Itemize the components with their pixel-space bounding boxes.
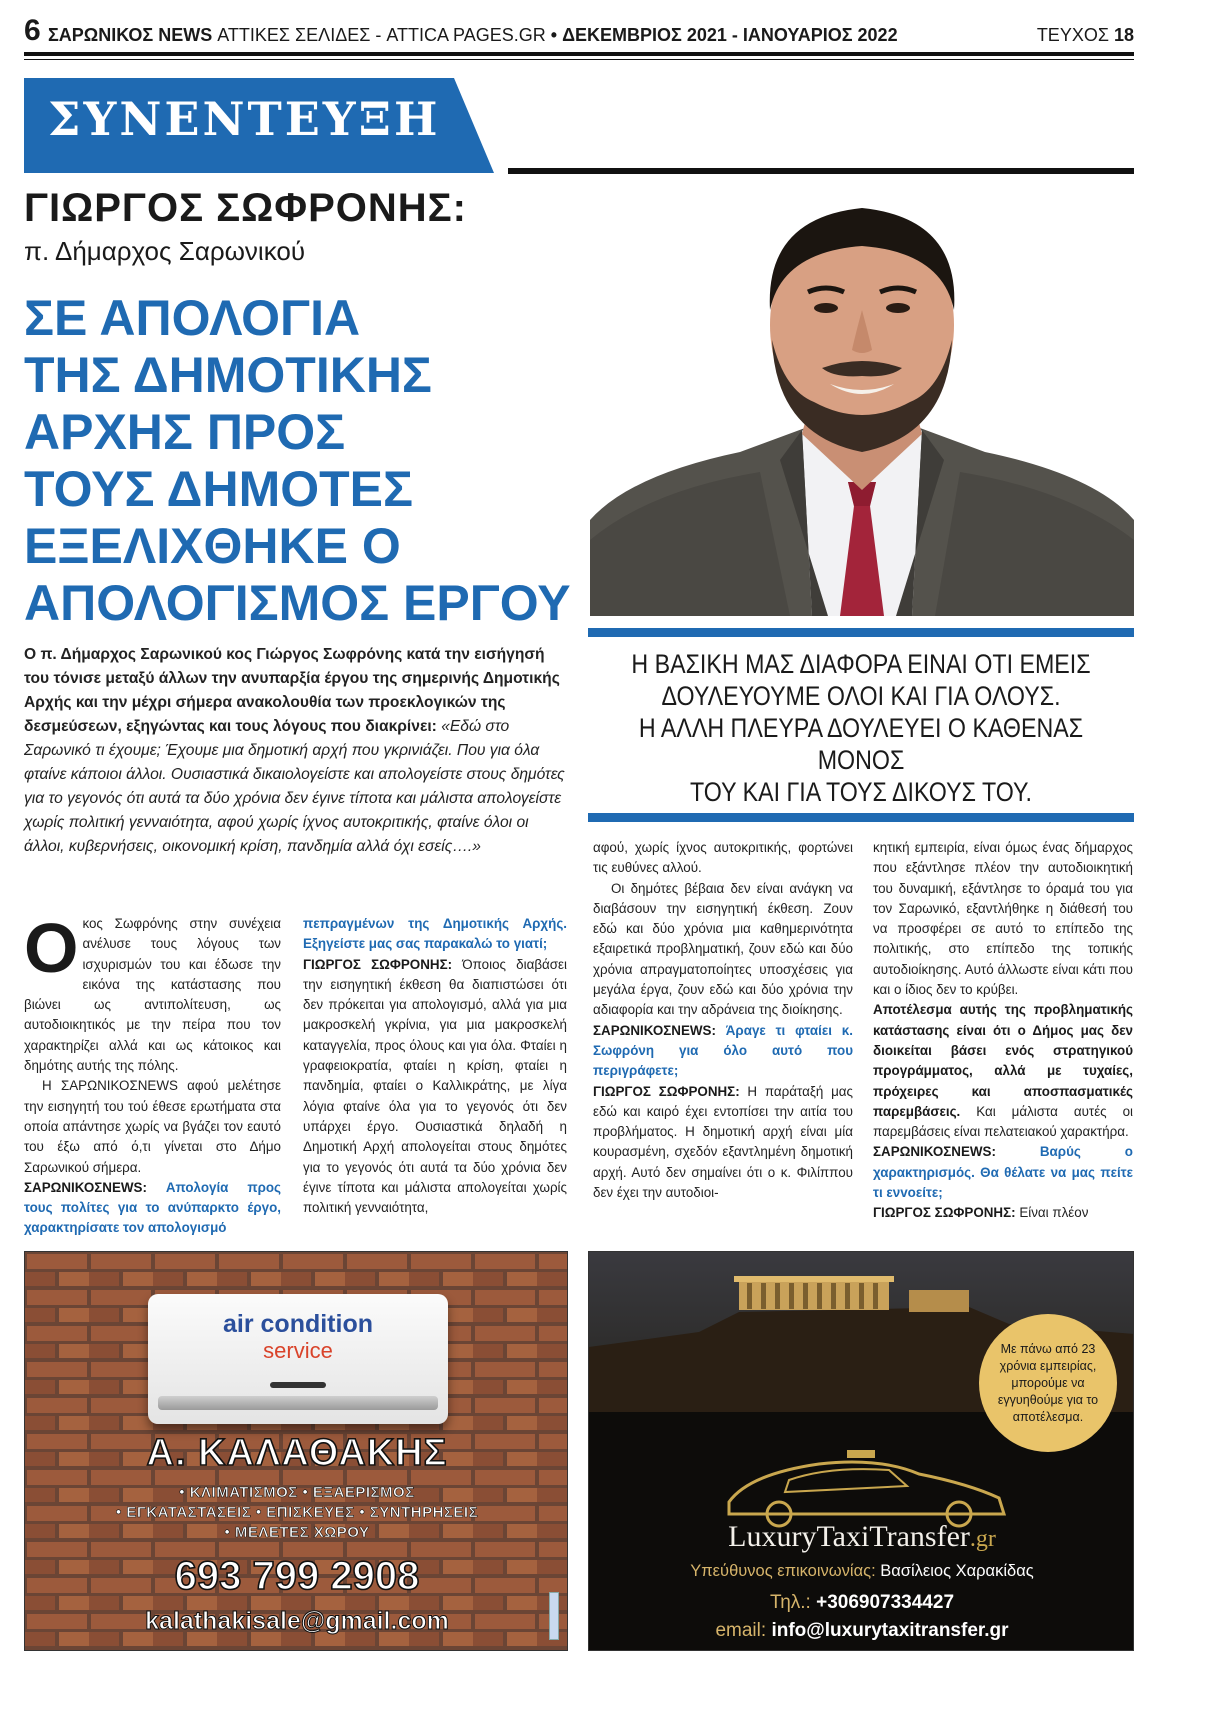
section-banner-title: ΣΥΝΕΝΤΕΥΞΗ [48,92,441,146]
speaker-label: ΓΙΩΡΓΟΣ ΣΩΦΡΟΝΗΣ: [873,1205,1016,1221]
tel-label: Τηλ.: [769,1592,811,1613]
pull-quote-line: ΔΟΥΛΕΥΟΥΜΕ ΟΛΟΙ ΚΑΙ ΓΙΑ ΟΛΟΥΣ. [661,681,1061,711]
taxi-email [589,1620,1134,1642]
interview-question: Απολογία προς τους πολίτες για το ανύπαρκτο έργο, χαρακτηρίσατε τον απολογισμό [24,1179,281,1236]
taxi-logo [589,1520,1134,1554]
body-column-1 [24,909,281,1239]
ad-email: kalathakisale@gmail.com [145,1607,449,1635]
barcode-icon [549,1592,559,1640]
headline-line: ΣΕ ΑΠΟΛΟΓΙΑ [24,290,361,346]
body-text: Η ΣΑΡΩΝΙΚΟΣNEWS αφού μελέτησε την εισηγητή του τού έθεσε ερωτήματα στα οποία απάντησε χωρίς να βγάζει τον εαυτό του έξω από ό,τι γίνεται στο Δήμο Σαρωνικού σήμερα. [24,1078,281,1175]
taxi-logo-suffix: .gr [969,1526,996,1552]
badge-text: Με πάνω από 23 χρόνια εμπειρίας, μπορούμε να εγγυηθούμε για το αποτέλεσμα. [997,1341,1099,1424]
email-value: info@luxurytaxitransfer.gr [771,1620,1009,1641]
separator: • [550,25,558,45]
speaker-label: ΣΑΡΩΝΙΚΟΣNEWS: [593,1022,716,1038]
experience-badge [979,1314,1117,1452]
interview-question: Βαρύς ο χαρακτηρισμός. Θα θέλατε να μας πείτε τι ενvoείτε; [873,1144,1133,1201]
headline-line: ΤΟΥΣ ΔΗΜΟΤΕΣ [24,461,414,517]
speaker-label: ΓΙΩΡΓΟΣ ΣΩΦΡΟΝΗΣ: [593,1083,740,1099]
pull-quote [626,648,1096,808]
ad-subtitle: service [263,1338,333,1363]
issue-label: ΤΕΥΧΟΣ [1036,25,1109,45]
pull-quote-rule [588,813,1134,822]
body-text: κητική εμπειρία, είναι όμως ένας δήμαρχος που εξάντλησε πλέον την αυτοδιοικητική του δυναμική, εξάντλησε το όραμά του για τον Σαρωνικό, εξαντλήθηκε η διάθεσή του να προσφέρει σε αυτό το επίπεδο της πολιτικής, στο επίπεδο της τοπικής αυτοδιοίκησης. Αυτό άλλωστε είναι κάτι που και ο ίδιος δεν το κρύβει. [873,840,1133,998]
body-text-bold: Αποτέλεσμα αυτής της προβληματικής κατάστασης είναι ότι ο Δήμος μας δεν διοικείται βάσει ενός στρατηγικού προγράμματος, αλλά με τυχαίες, πρόχειρες και αποσπασματικές παρεμβάσεις. [873,1002,1133,1119]
interviewee-photo [590,190,1134,616]
taxi-ad [588,1251,1134,1651]
body-text: αφού, χωρίς ίχνος αυτοκριτικής, φορτώνει τις ευθύνες αλλού. [593,840,853,876]
interviewee-role: π. Δήμαρχος Σαρωνικού [24,236,306,266]
page-number: 6 [24,14,41,47]
body-text: Οι δημότες βέβαια δεν είναι ανάγκη να διαβάσουν την εισηγητική έκθεση. Ζουν εδώ και δύο χρόνια μια καθημερινότητα εξαιρετικά προβληματική, ζουν εδώ και δύο χρόνια απραγματοποίητες υποσχέσεις για μεγάλα έργα, ζουν εδώ και δύο χρόνια την αδιαφορία και την αδράνεια της διοίκησης. [593,880,853,1018]
taxi-contact [589,1562,1134,1581]
headline-line: ΑΡΧΗΣ ΠΡΟΣ [24,404,346,460]
pull-quote-rule [588,628,1134,637]
issue-info [1037,25,1134,46]
headline-line: ΑΠΟΛΟΓΙΣΜΟΣ ΕΡΓΟΥ [24,575,571,631]
aircondition-ad [24,1251,568,1651]
lead-paragraph [24,643,568,859]
headline-line: ΤΗΣ ΔΗΜΟΤΙΚΗΣ [24,347,432,403]
headline-line: ΕΞΕΛΙΧΘΗΚΕ Ο [24,518,401,574]
pull-quote-line: Η ΑΛΛΗ ΠΛΕΥΡΑ ΔΟΥΛΕΥΕΙ Ο ΚΑΘΕΝΑΣ ΜΟΝΟΣ [638,713,1084,775]
ad-service-line: • ΕΓΚΑΤΑΣΤΑΣΕΙΣ • ΕΠΙΣΚΕΥΕΣ • ΣΥΝΤΗΡΗΣΕΙΣ [115,1504,479,1521]
ad-service-line: • ΜΕΛΕΤΕΣ ΧΩΡΟΥ [224,1524,370,1541]
lead-quote: «Εδώ στο Σαρωνικό τι έχουμε; Έχουμε μια δημοτική αρχή που γκρινιάζει. Που για όλα φταίνε κάποιοι άλλοι. Ουσιαστικά δικαιολογείστε και απολογείστε στους δημότες για το γεγονός ότι αυτά τα δύο χρόνια δεν έγινε τίποτα και μάλιστα απολογείστε χωρίς πολιτική γενναιότητα, αφού χωρίς ίχνος αυτοκριτικής, φταίνε όλοι οι άλλοι, κυβερνήσεις, οικονομική κρίση, πανδημία αλλά όχι εσείς….» [24,718,565,855]
ad-service-line: • ΚΛΙΜΑΤΙΣΜΟΣ • ΕΞΑΕΡΙΣΜΟΣ [179,1484,415,1501]
page-header [24,14,1134,54]
body-column-4 [873,838,1133,1224]
ad-business-name: Α. ΚΑΛΑΘΑΚΗΣ [146,1432,448,1474]
interview-answer: Είναι πλέον [1015,1205,1089,1221]
tel-value: +306907334427 [816,1592,955,1613]
speaker-label: ΣΑΡΩΝΙΚΟΣNEWS: [873,1144,996,1160]
interview-question: πεπραγμένων της Δημοτικής Αρχής. Εξηγείστε μας σας παρακαλώ το γιατί; [303,916,567,952]
section-name: ΑΤΤΙΚΕΣ ΣΕΛΙΔΕΣ - ATTICA PAGES.GR [217,25,546,45]
issue-date: ΔΕΚΕΜΒΡΙΟΣ 2021 - ΙΑΝΟΥΑΡΙΟΣ 2022 [562,25,898,45]
speaker-label: ΣΑΡΩΝΙΚΟΣNEWS: [24,1179,147,1195]
pull-quote-line: ΤΟΥ ΚΑΙ ΓΙΑ ΤΟΥΣ ΔΙΚΟΥΣ ΤΟΥ. [689,777,1033,807]
body-text: Και μάλιστα αυτές οι παρεμβάσεις είναι πελατειακού χαρακτήρα. [873,1103,1133,1140]
headline [24,290,584,632]
taxi-logo-text: LuxuryTaxiTransfer [728,1520,970,1553]
banner-rule [508,168,1134,174]
lead-intro: Ο π. Δήμαρχος Σαρωνικού κος Γιώργος Σωφρόνης κατά την εισήγησή του τόνισε μεταξύ άλλων την ανυπαρξία έργου της σημερινής Δημοτικής Αρχής και την μέχρι σήμερα ανακολουθία των προεκλογικών της δεσμεύσεων, εξηγώντας και τους λόγους που διακρίνει: [24,646,560,735]
email-label: email: [715,1620,767,1641]
pull-quote-line: Η ΒΑΣΙΚΗ ΜΑΣ ΔΙΑΦΟΡΑ ΕΙΝΑΙ ΟΤΙ ΕΜΕΙΣ [631,649,1091,679]
body-text: κος Σωφρόνης στην συνέχεια ανέλυσε τους λόγους των ισχυρισμών του και έδωσε την εικόνα της κατάστασης που βιώνει ως αντιπολίτευση, ως αυτοδιοικητικός με την πείρα που τον χαρακτηρίζει αλλά και ως κάτοικος και δημότης αυτής της πόλης. [24,916,281,1074]
body-column-3 [593,838,853,1203]
speaker-label: ΓΙΩΡΓΟΣ ΣΩΦΡΟΝΗΣ: [303,956,453,972]
contact-name: Βασίλειος Χαρακίδας [880,1562,1034,1580]
ad-phone: 693 799 2908 [174,1554,420,1598]
body-column-2 [303,914,567,1218]
interviewee-name: ΓΙΩΡΓΟΣ ΣΩΦΡΟΝΗΣ: [24,186,467,230]
issue-number: 18 [1113,25,1134,45]
interview-answer: Η παράταξή μας εδώ και καιρό έχει εντοπίσει την αιτία του προβλήματος. Η δημοτική αρχή είναι μία κουρασμένη, σχεδόν εξαντλημένη δημοτική αρχή. Αυτό δεν σημαίνει ότι ο κ. Φιλίππου δεν έχει την αυτοδιοι- [593,1083,853,1201]
ad-title: air condition [223,1310,373,1338]
brand-name: ΣΑΡΩΝΙΚΟΣ NEWS [48,25,213,45]
contact-label: Υπεύθυνος επικοινωνίας: [690,1562,876,1580]
header-rule-thin [24,59,1134,60]
drop-cap: Ο [24,909,79,987]
interview-question: Άραγε τι φταίει κ. Σωφρόνη για όλο αυτό που περιγράφετε; [593,1022,853,1079]
header-rule [24,52,1134,56]
taxi-phone [589,1592,1134,1614]
masthead [48,25,898,46]
interview-answer: Όποιος διαβάσει την εισηγητική έκθεση θα διαπιστώσει ότι δεν πρόκειται για απολογισμό, αλλά για μια μακροσκελή γκρίνια, για μια μακροσκελή καταγγελία, προς όλους και για όλα. Φταίει η γραφειοκρατία, φταίει η κρίση, φταίει η πανδημία, φταίει ο Καλλικράτης, με λίγα λόγια φταίνε όλα για το γεγονός ότι δεν υπάρχει έργο. Ουσιαστικά δηλαδή η Δημοτική Αρχή απολογείται στους δημότες για το γεγονός ότι αυτά τα δύο χρόνια δεν έγινε τίποτα και μάλιστα απολογείται χωρίς πολιτική γενναιότητα, [303,956,567,1216]
